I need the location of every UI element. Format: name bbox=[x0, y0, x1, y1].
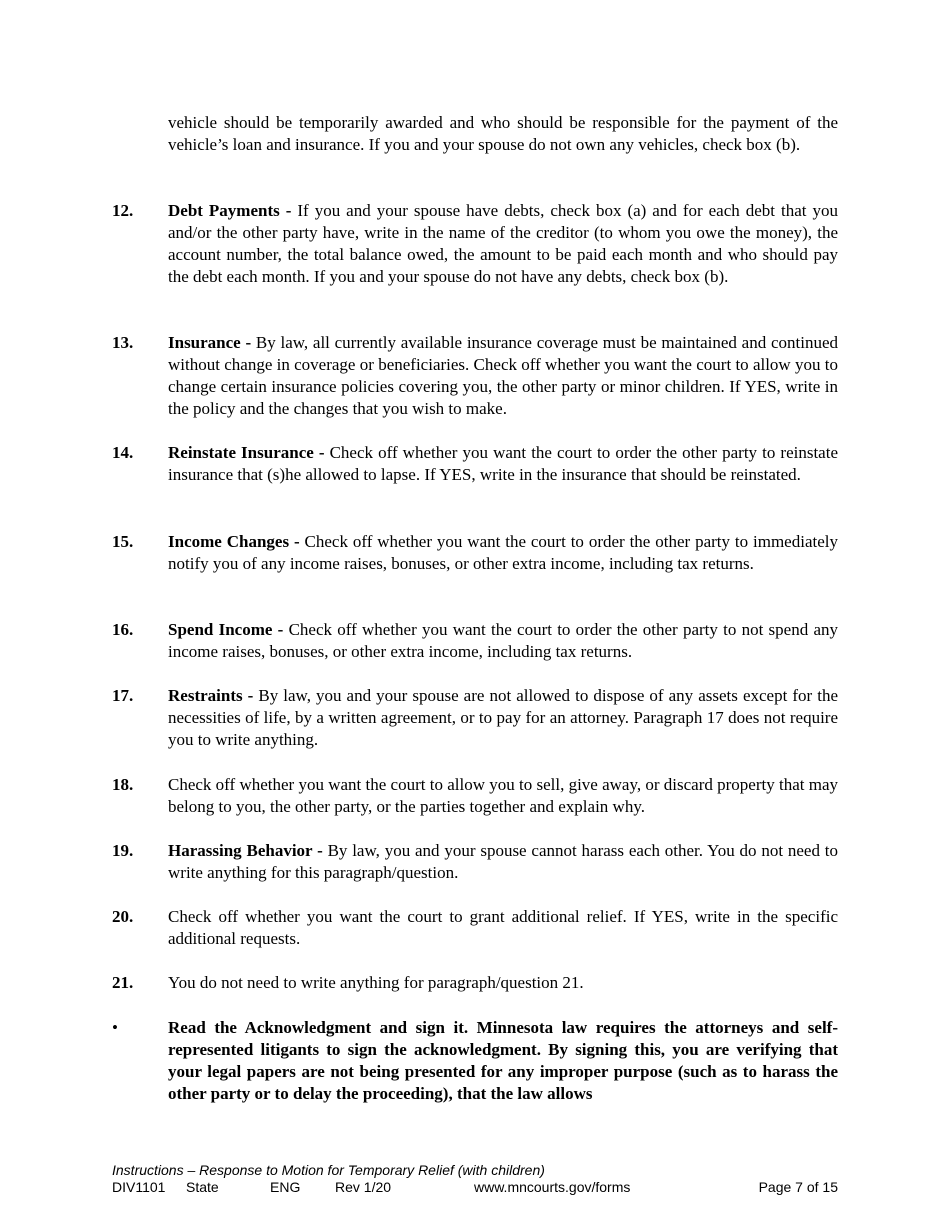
item-text-block bbox=[168, 442, 838, 486]
item-number: 17. bbox=[112, 686, 134, 705]
form-language: ENG bbox=[270, 1179, 301, 1195]
form-revision: Rev 1/20 bbox=[335, 1179, 392, 1195]
item-body: By law, you and your spouse cannot harass each other. You do not need to write anything for this paragraph/question. bbox=[168, 841, 839, 882]
item-number: 18. bbox=[112, 775, 134, 794]
list-item bbox=[112, 200, 838, 288]
list-item bbox=[112, 972, 838, 994]
item-heading: Reinstate Insurance - bbox=[168, 443, 330, 462]
item-number: 14. bbox=[112, 443, 134, 462]
footer-meta-row bbox=[112, 1179, 838, 1196]
list-item bbox=[112, 531, 838, 575]
list-item bbox=[112, 774, 838, 818]
item-number: 15. bbox=[112, 532, 134, 551]
item-body: Check off whether you want the court to order the other party to reinstate insurance that (s)he allowed to lapse. If YES, write in the insurance that should be reinstated. bbox=[168, 443, 838, 484]
item-body: You do not need to write anything for paragraph/question 21. bbox=[168, 973, 584, 992]
item-number: 20. bbox=[112, 907, 134, 926]
item-body: By law, all currently available insurance coverage must be maintained and continued without change in coverage or beneficiaries. Check off whether you want the court to allow you to change certain insurance policies covering you, the other party or minor children. If YES, write in the policy and the changes that you wish to make. bbox=[168, 333, 838, 418]
item-text-block bbox=[168, 774, 838, 818]
item-heading: Debt Payments - bbox=[168, 201, 298, 220]
item-number: 13. bbox=[112, 333, 134, 352]
list-item bbox=[112, 685, 838, 751]
item-number: 19. bbox=[112, 841, 134, 860]
list-item bbox=[112, 906, 838, 950]
list-item bbox=[112, 619, 838, 663]
item-body: By law, you and your spouse are not allowed to dispose of any assets except for the necessities of life, by a written agreement, or to pay for an attorney. Paragraph 17 does not require you to write anything. bbox=[168, 686, 838, 749]
item-body: Check off whether you want the court to order the other party to not spend any income raises, bonuses, or other extra income, including tax returns. bbox=[168, 620, 838, 661]
item-text-block bbox=[168, 972, 838, 994]
item-heading: Restraints - bbox=[168, 686, 259, 705]
item-text-block bbox=[168, 840, 838, 884]
form-id: DIV1101 bbox=[112, 1179, 166, 1195]
item-body: Check off whether you want the court to grant additional relief. If YES, write in the specific additional requests. bbox=[168, 907, 838, 948]
page-number: Page 7 of 15 bbox=[758, 1179, 838, 1195]
item-text-block bbox=[168, 531, 838, 575]
item-text-block bbox=[168, 332, 838, 420]
item-text-block bbox=[168, 619, 838, 663]
page-footer bbox=[112, 1162, 838, 1196]
footer-title: Instructions – Response to Motion for Temporary Relief (with children) bbox=[112, 1162, 545, 1178]
form-state: State bbox=[186, 1179, 219, 1195]
item-number: 16. bbox=[112, 620, 134, 639]
bullet-item bbox=[112, 1017, 838, 1105]
list-item bbox=[112, 332, 838, 420]
item-body: Check off whether you want the court to allow you to sell, give away, or discard property that may belong to you, the other party, or the parties together and explain why. bbox=[168, 775, 838, 816]
intro-paragraph: vehicle should be temporarily awarded and who should be responsible for the payment of the vehicle’s loan and insurance. If you and your spouse do not own any vehicles, check box (b). bbox=[168, 113, 838, 154]
website-link[interactable]: www.mncourts.gov/forms bbox=[474, 1179, 631, 1195]
item-body: Check off whether you want the court to order the other party to immediately notify you of any income raises, bonuses, or other extra income, including tax returns. bbox=[168, 532, 838, 573]
item-text-block bbox=[168, 906, 838, 950]
item-text-block bbox=[168, 685, 838, 751]
item-heading: Spend Income - bbox=[168, 620, 289, 639]
bullet-icon: • bbox=[112, 1018, 118, 1037]
item-heading: Income Changes - bbox=[168, 532, 305, 551]
item-number: 12. bbox=[112, 201, 134, 220]
item-text-block bbox=[168, 200, 838, 288]
bullet-text: Read the Acknowledgment and sign it. Minnesota law requires the attorneys and self-represented litigants to sign the acknowledgment. By signing this, you are verifying that your legal papers are not being presented for any improper purpose (such as to harass the other party or to delay the proceeding), that the law allows bbox=[168, 1018, 838, 1103]
item-number: 21. bbox=[112, 973, 134, 992]
item-heading: Insurance - bbox=[168, 333, 256, 352]
list-item bbox=[112, 442, 838, 486]
list-item bbox=[112, 840, 838, 884]
item-body: If you and your spouse have debts, check box (a) and for each debt that you and/or the other party have, write in the name of the creditor (to whom you owe the money), the account number, the total balance owed, the amount to be paid each month and who should pay the debt each month. If you and your spouse do not have any debts, check box (b). bbox=[168, 201, 838, 286]
item-heading: Harassing Behavior - bbox=[168, 841, 328, 860]
